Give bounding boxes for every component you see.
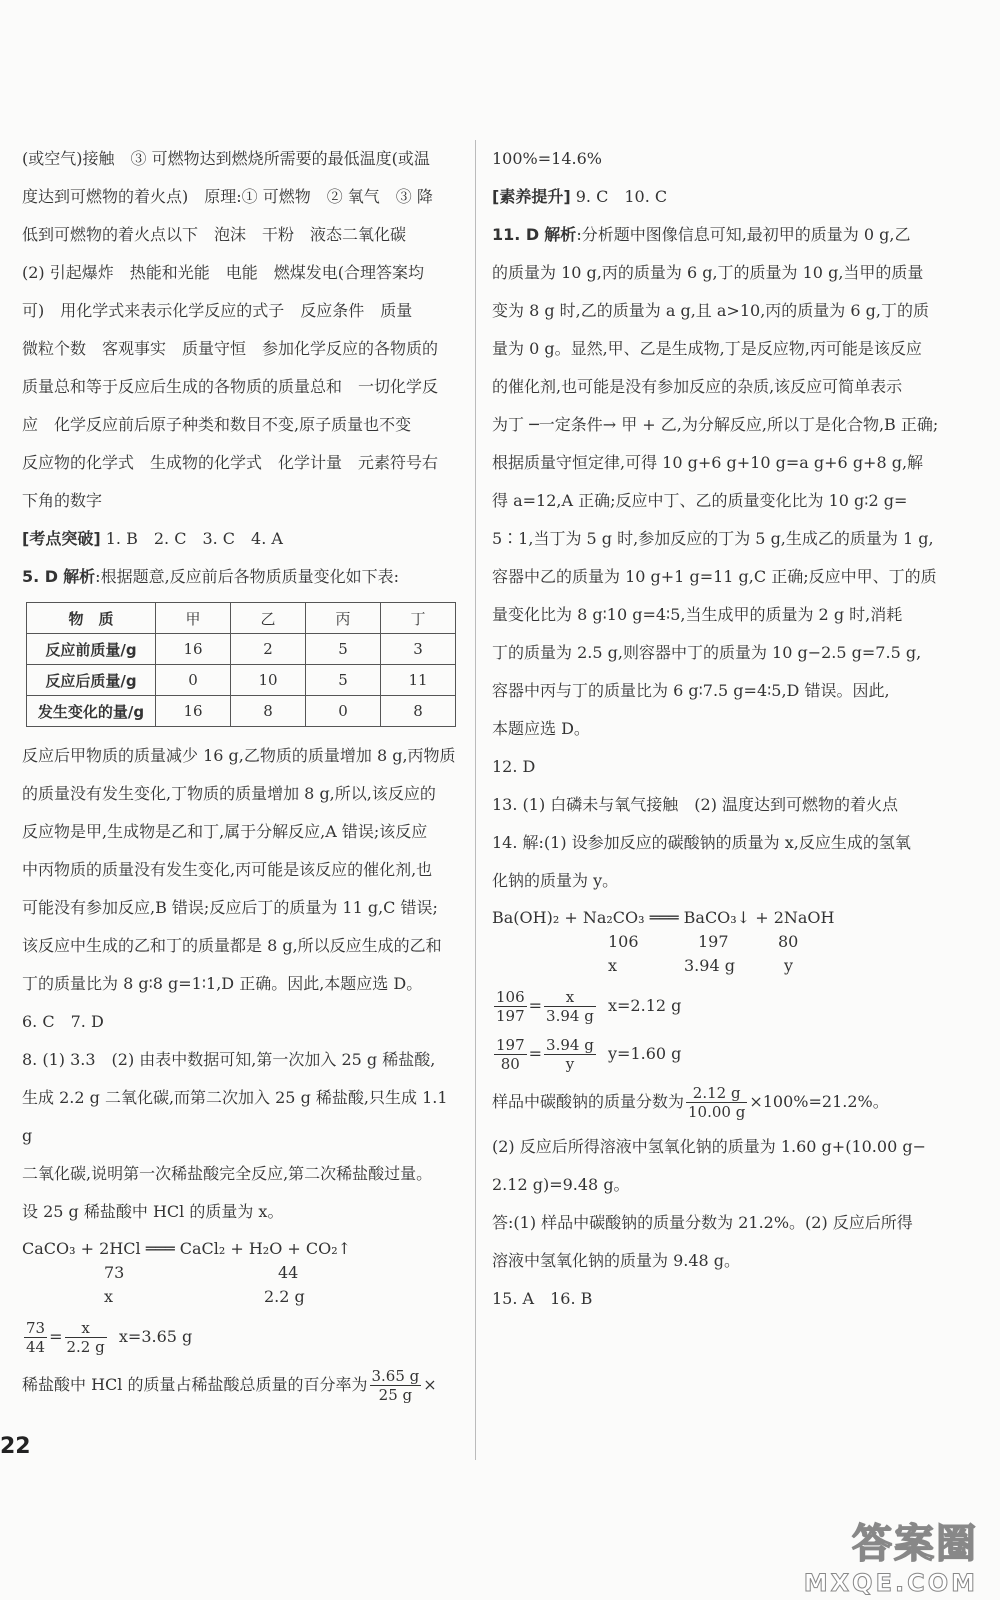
left-column [22, 140, 462, 1411]
ratio-hcl: $\frac{73}{44}$ = $\frac{x}{2.2 g}$ x=3.65 g [26, 1319, 193, 1356]
right-column [492, 140, 942, 1318]
caco3-equation: CaCO₃ + 2HCl ═══ CaCl₂ + H₂O + CO₂↑ 73 44 x 2.2 g [22, 1239, 352, 1306]
suyang-answers: [素养提升] 9. C 10. C [492, 187, 668, 206]
q12-answer: 12. D [492, 757, 536, 776]
page-number: 22 [0, 1434, 31, 1459]
q6-7-answers: 6. C 7. D [22, 1012, 104, 1031]
q11-explanation: 的质量为 10 g,丙的质量为 6 g,丁的质量为 10 g,当甲的质量 变为 8 g 时,乙的质量为 a g,且 a>10,丙的质量为 6 g,丁的质 量为 0 g。显然,甲、乙是生成物,丁是反应物,丙可能是该反应 的催化剂,也可能是没有参加反应的杂质,该反应可简单表示 为丁 ─一定条件→ 甲 + 乙,为分解反应,所以丁是化合物,B 正确; 根据质量守恒定律,可得 10 g+6 g+10 g=a g+6 g+8 g,解 得 a=12,A 正确;反应中丁、乙的质量变化比为 10 g∶2 g= 5∶1,当丁为 5 g 时,参加反应的丁为 5 g,生成乙的质量为 1 g, 容器中乙的质量为 10 g+1 g=11 g,C 正确;反应中甲、丁的质 量变化比为 8 g∶10 g=4∶5,当生成甲的质量为 2 g 时,消耗 丁的质量为 2.5 g,则容器中丁的质量为 10 g−2.5 g=7.5 g, 容器中丙与丁的质量比为 6 g∶7.5 g=4∶5,D 错误。因此, 本题应选 D。 [492, 263, 939, 738]
continued-result: 100%=14.6% [492, 149, 602, 168]
mass-change-table [26, 602, 456, 727]
q5-heading: 5. D 解析:根据题意,反应前后各物质质量变化如下表: [22, 567, 400, 586]
hcl-percentage: 稀盐酸中 HCl 的质量占稀盐酸总质量的百分率为 $\frac{3.65 g}{25 g}$ × [22, 1367, 437, 1404]
intro-paragraph: (或空气)接触 ③ 可燃物达到燃烧所需要的最低温度(或温 度达到可燃物的着火点) 原理:① 可燃物 ② 氧气 ③ 降 低到可燃物的着火点以下 泡沫 干粉 液态二氧化碳 (2) 引起爆炸 热能和光能 电能 燃煤发电(合理答案均 可) 用化学式来表示化学反应的式子 反应条件 质量 微粒个数 客观事实 质量守恒 参加化学反应的各物质的 质量总和等于反应后生成的各物质的质量总和 一切化学反 应 化学反应前后原子种类和数目不变,原子质量也不变 反应物的化学式 生成物的化学式 化学计量 元素符号右 下角的数字 [22, 149, 439, 510]
ratio-na2co3: $\frac{106}{197}$ = $\frac{x}{3.94 g}$ x=2.12 g [496, 988, 682, 1025]
baoh2-equation: Ba(OH)₂ + Na₂CO₃ ═══ BaCO₃↓ + 2NaOH 106 197 80 x 3.94 g y [492, 908, 835, 975]
q8-solution: 8. (1) 3.3 (2) 由表中数据可知,第一次加入 25 g 稀盐酸, 生成 2.2 g 二氧化碳,而第二次加入 25 g 稀盐酸,只生成 1.1 g 二氧化碳,说明第一次稀盐酸完全反应,第二次稀盐酸过量。 设 25 g 稀盐酸中 HCl 的质量为 x。 [22, 1050, 448, 1221]
q14-part2: (2) 反应后所得溶液中氢氧化钠的质量为 1.60 g+(10.00 g− 2.12 g)=9.48 g。 答:(1) 样品中碳酸钠的质量分数为 21.2%。(2) 反应后所得 溶液中氢氧化钠的质量为 9.48 g。 [492, 1137, 926, 1270]
kaodian-answers: [考点突破] 1. B 2. C 3. C 4. A [22, 529, 283, 548]
q14-solution: 14. 解:(1) 设参加反应的碳酸钠的质量为 x,反应生成的氢氧 化钠的质量为 y。 [492, 833, 911, 890]
ratio-naoh: $\frac{197}{80}$ = $\frac{3.94 g}{y}$ y=1.60 g [496, 1036, 682, 1073]
table-row: 发生变化的量/g 16 8 0 8 [27, 696, 456, 727]
table-row: 反应后质量/g 0 10 5 11 [27, 665, 456, 696]
q5-explanation: 反应后甲物质的质量减少 16 g,乙物质的质量增加 8 g,丙物质 的质量没有发生变化,丁物质的质量增加 8 g,所以,该反应的 反应物是甲,生成物是乙和丁,属于分解反应,A 错误;该反应 中丙物质的质量没有发生变化,丙可能是该反应的催化剂,也 可能没有参加反应,B 错误;反应后丁的质量为 11 g,C 错误; 该反应中生成的乙和丁的质量都是 8 g,所以反应生成的乙和 丁的质量比为 8 g∶8 g=1∶1,D 正确。因此,本题应选 D。 [22, 746, 456, 993]
q11-heading: 11. D 解析:分析题中图像信息可知,最初甲的质量为 0 g,乙 [492, 225, 911, 244]
mass-fraction: 样品中碳酸钠的质量分数为 $\frac{2.12 g}{10.00 g}$ ×100%=21.2%。 [492, 1084, 889, 1121]
table-row: 反应前质量/g 16 2 5 3 [27, 634, 456, 665]
section-tag: [素养提升] [492, 187, 571, 206]
table-header-row: 物 质 甲 乙 丙 丁 [27, 603, 456, 634]
watermark-logo: 答案圈 MXQE.COM [803, 1521, 978, 1597]
column-divider [475, 140, 476, 1460]
q15-16-answers: 15. A 16. B [492, 1289, 593, 1308]
q13-answer: 13. (1) 白磷未与氧气接触 (2) 温度达到可燃物的着火点 [492, 795, 899, 814]
section-tag: [考点突破] [22, 529, 101, 548]
